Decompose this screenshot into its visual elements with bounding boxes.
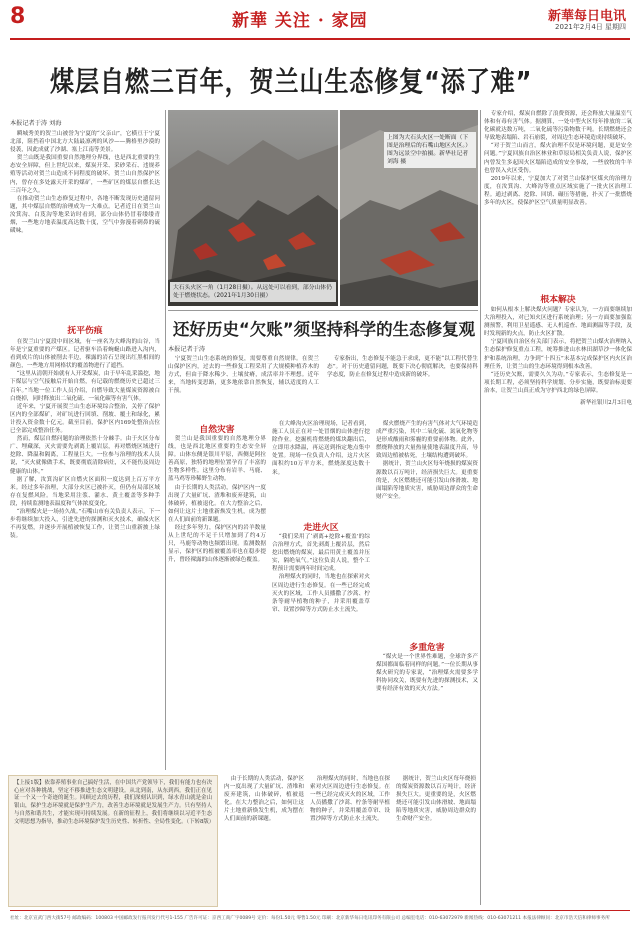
paragraph: 然而，煤层自燃问题的治理依然十分棘手。由于火区分布广、埋藏深，灭火需要先剥离上覆岩层，再对燃烧区域进行挖除、降温和隔离，工程量巨大。一位参与治理的技术人员说，“灭火就像做手术，既要彻底清除病灶，又不能伤及周边健康的山体。” [10,436,160,475]
column-divider-right [480,110,481,905]
paragraph: “这里从清朝开始就有人开采煤炭，由于早年乱采滥挖，地下煤层与空气接触后开始自燃，有记载的燃烧历史已超过三百年。”当地一位工作人员介绍，自燃导致大量煤炭资源被白白烧掉，同时释放出二氧化硫、一氧化碳等有害气体。 [10,371,160,402]
paragraph: 如何从根本上解决煤火问题？专家认为，一方面要继续加大治理投入，对已知火区进行系统治理；另一方面要加强监测预警，利用卫星遥感、无人机巡查、地面测温等手段，及时发现新的火点，防止火区扩散。 [484,307,632,338]
paragraph: “我们采用了‘剥离+挖除+覆盖’的综合治理方式，首先剥离上覆岩层，然后挖出燃烧的煤炭，最后用黄土覆盖并压实，隔绝氧气。”这位负责人说，整个工程预计需要两年时间完成。 [272,534,370,573]
paragraph: “对于贺兰山而言，煤火治理不仅是环境问题，更是安全问题。”宁夏回族自治区林业和草原局相关负责人说，保护区内曾发生多起因火区塌陷造成的安全事故，一些放牧的牛羊也曾误入火区受伤。 [484,143,632,174]
paragraph: 专家指出，生态修复不能急于求成，更不能“以工程代替生态”。对于历史遗留问题，既要下决心彻底解决，也要保持科学态度，防止在修复过程中造成新的破坏。 [327,356,478,379]
article2-byline: 本报记者于涛 [168,346,206,353]
paragraph: 治理煤火的同时，当地也在探索对火区周边进行生态修复。在一些已经完成灭火的区域，工作人员播撒了沙蒿、柠条等耐旱植物的种子，并采用覆盖草帘、设置沙障等方式防止水土流失。 [310,776,390,823]
subheading-heal: 抚平伤痕 [67,326,103,336]
article2-col-c [376,653,478,770]
article1-col1b [10,338,160,768]
paragraph: 近年来，宁夏开展贺兰山生态环境综合整治，关停了保护区内的全部煤矿，对矿坑进行回填、削坡、覆土和绿化，累计投入资金数十亿元。截至目前，保护区内169处整治点位已全部完成整治任务。 [10,403,160,435]
paragraph: 2019年以来，宁夏加大了对贺兰山保护区煤火的治理力度，在汝箕沟、大峰沟等重点区域实施了一批火区治理工程。通过剥离、挖除、回填、碾压等措施，扑灭了一批燃烧多年的火区，使保护区空气质量明显改善。 [484,175,632,207]
paragraph: 专家介绍，煤炭自燃除了浪费资源，还会释放大量温室气体和有毒有害气体。据测算，一处中型火区每年排放的二氧化碳就达数万吨，二氧化硫等污染物数千吨。长期燃烧还会导致地表塌陷、岩石崩裂，对周边生态环境造成持续破坏。 [484,111,632,142]
subheading-disaster: 自然灾害 [199,425,235,435]
paragraph: “治理煤火是一场持久战。”石嘴山市有关负责人表示，下一步将继续加大投入，引进先进的探测和灭火技术，确保火区不再复燃，并逐步开展植被恢复工作，让贺兰山重新披上绿装。 [10,508,160,540]
paragraph: 宁夏回族自治区有关部门表示，将把贺兰山煤火治理纳入生态保护修复重点工程，统筹推进山水林田湖草沙一体化保护和系统治理，力争到“十四五”末基本完成保护区内火区治理任务，让贺兰山的生态环境得到根本改善。 [484,339,632,370]
paragraph: 煤火燃烧产生的有害气体对大气环境造成严重污染，其中二氧化硫、氮氧化物等是形成酸雨和雾霾的重要前体物。此外，燃烧释放的大量热量使地表温度升高，导致周边植被枯死，土壤结构遭到破坏。 [376,421,478,460]
paragraph: 经过多年努力，保护区内的岩羊数量从上世纪的不足千只增加到了约4万只，马鹿等动物也频繁出现。监测数据显示，保护区的植被覆盖率也在稳步提升，曾经裸露的山体逐渐被绿色覆盖。 [168,525,266,564]
main-byline: 本报记者于涛 刘海 [10,120,62,127]
article2-headline: 还好历史“欠账”须坚持科学的生态修复观 [172,320,476,339]
paragraph: 治理煤火的同时，当地也在探索对火区周边进行生态修复。在一些已经完成灭火的区域，工作人员播撒了沙蒿、柠条等耐旱植物的种子，并采用覆盖草帘、设置沙障等方式防止水土流失。 [272,574,370,613]
issue-date: 2021年2月4日 星期四 [555,23,626,31]
paragraph: 由于长期的人类活动，保护区内一度出现了大量矿坑、渣堆和废弃建筑，山体破碎，植被退化。在大力整治之后，如何让这片土地重新焕发生机，成为摆在人们面前的新课题。 [224,776,304,823]
article2-intro [168,355,478,415]
section-divider [168,310,478,311]
article2-col-c-top [376,420,478,635]
article1-right-col [484,110,632,280]
sidebar-text: 【上接1版】依靠养殖事业自己搞好生活，在中国共产党领导下，我们有能力也有决心应对各种挑战，坚定不移推进生态文明建设。从北到南，从东到西，我们正在见证一个又一个奇迹的诞生。回顾过去的历程，我们深刻认识到，绿水青山就是金山银山，保护生态环境就是保护生产力，改善生态环境就是发展生产力。只有坚持人与自然和谐共生，才能实现可持续发展。在新的征程上，我们将继续以习近平生态文明思想为指导，推动生态环境保护发生历史性、转折性、全局性变化。（下转8版） [14,780,215,825]
paragraph: 宁夏贺兰山生态系统的修复，需要尊重自然规律。在贺兰山保护区内，过去的一些修复工程采用了大规模种植乔木的方式，但由于降水稀少、土壤贫瘠，成活率并不理想。近年来，当地转变思路，更多地依靠自然恢复，辅以适度的人工干预。 [168,356,319,395]
header-rule [10,38,630,40]
paragraph: 在贺兰山宁夏段中间区域，有一座名为大峰沟的山谷，当年是宁夏重要的产煤区。记者驱车沿着蜿蜒山路进入沟内，看到成片的山体被削去半边，裸露的岩石呈现出红黑相间的颜色，一些地方用网格状的覆盖物进行了遮挡。 [10,339,160,370]
paragraph: 贺兰山既是我国重要自然地理分界线，也是西北重要的生态安全屏障，但上世纪以来，煤炭开采、采砂采石、违规养殖等活动对贺兰山造成不同程度的破坏。贺兰山自然保护区内，曾存在多处露天开采的煤矿，一些矿区的煤层自燃长达三百年之久。 [10,155,160,194]
paragraph: 据了解，汝箕沟矿区自燃火区面积一度达到上百万平方米。经过多年治理，大部分火区已被扑灭，但仍有局部区域存在复燃风险。当地采用注浆、灌水、黄土覆盖等多种手段，持续监测地表温度和气体浓度变化。 [10,476,160,507]
footer-rule [10,910,630,911]
subheading-fire-zone: 走进火区 [303,523,339,533]
article1-col1 [10,130,160,310]
article2-col-b-top [272,420,370,515]
dateline: 新华社银川2月3日电 [580,400,632,407]
section-logo: 新華 关注 · 家园 [232,11,368,31]
bottom-columns [224,775,476,907]
photo1-caption: 大石头火区一角（1月28日摄）。从远处可以看到，部分山体仍处于燃烧状态。（2021年1月30日摄） [170,282,336,302]
article2-col-b [272,533,370,770]
photo-fire-zone [340,110,478,306]
photo2-caption: 上图为大石头火区一处断面（下图是治理后的石嘴山地区火区。）图为远景空中拍摄。新华社记者刘海 摄 [384,132,476,168]
page-number: 8 [10,4,26,29]
subheading-root-solution: 根本解决 [540,295,576,305]
paragraph: 据统计，贺兰山火区每年烧损的煤炭资源数以百万吨计，经济损失巨大。更重要的是，火区燃烧还可能引发山体滑坡、地面塌陷等地质灾害，威胁周边群众的生命财产安全。 [376,461,478,500]
continued-sidebar [8,775,218,907]
paragraph: 由于长期的人类活动，保护区内一度出现了大量矿坑、渣堆和废弃建筑，山体破碎，植被退化。在大力整治之后，如何让这片土地重新焕发生机，成为摆在人们面前的新课题。 [168,484,266,523]
paragraph: 据统计，贺兰山火区每年烧损的煤炭资源数以百万吨计，经济损失巨大。更重要的是，火区燃烧还可能引发山体滑坡、地面塌陷等地质灾害，威胁周边群众的生命财产安全。 [396,776,476,823]
photo-burning-rocks [168,110,338,306]
page-header [0,0,640,40]
article2-col-d [484,306,632,906]
column-divider [165,110,166,770]
paragraph: “煤火是一个世界性难题，全球许多产煤国都面临着同样的问题。”一位长期从事煤火研究的专家说，“治理煤火需要多学科协同攻关，既要有先进的探测技术，又要有经济有效的灭火方法。” [376,654,478,693]
page-footer: 社址：北京宣武门西大街57号 邮政编码：100803 中国邮政发行报刊发行代号1-155 广告许可证：京西工商广字0089号 定价：每份1.50元 零售1.50元 印刷：北京新华每日电讯印务有限公司 总编室电话：010-63072979 新闻热线：010-63071211 本报法律顾问：北京市浩天信和律师事务所 [10,916,610,921]
newspaper-brand: 新華每日电讯 [547,9,626,24]
main-headline: 煤层自燃三百年，贺兰山生态修复“添了难” [50,65,533,98]
article2-col-a [168,435,266,770]
paragraph: 瞬城秀美的贺兰山被誉为宁夏的“父亲山”，它横亘于宁夏北部，阻挡着中国北方大陆最凛冽的风沙——腾格里沙漠的侵袭，因此成就了沙湖、塞上江南等美景。 [10,131,160,154]
paragraph: “还历史欠账，需要久久为功。”专家表示，生态修复是一项长期工程，必须坚持科学规划、分步实施，既要治标更要治本，让贺兰山真正成为守护西北的绿色屏障。 [484,371,632,394]
paragraph: 在大峰沟火区治理现场，记者看到，施工人员正在对一处冒烟的山体进行挖除作业。挖掘机将燃烧的煤块翻出后，立即用水降温，再运送到指定地点集中处置。现场一位负责人介绍，这片火区面积约10万平方米，燃烧深度达数十米。 [272,421,370,476]
subheading-hazards: 多重危害 [409,643,445,653]
paragraph: 贺兰山是我国重要的自然地理分界线，也是西北地区重要的生态安全屏障。山体东侧是银川平原，西侧是阿拉善高原，独特的地理位置孕育了丰富的生物多样性。这里分布有岩羊、马鹿、蓝马鸡等珍稀野生动物。 [168,436,266,483]
paragraph: 在推动贺兰山生态修复过程中，各地不断发现历史遗留问题，其中煤层自燃的治理成为一大难点。记者近日在贺兰山汝箕沟、白芨沟等地采访时看到，部分山体仍冒着缕缕青烟，一些地方地表温度高达数十度，空气中弥漫着刺鼻的硫磺味。 [10,195,160,235]
